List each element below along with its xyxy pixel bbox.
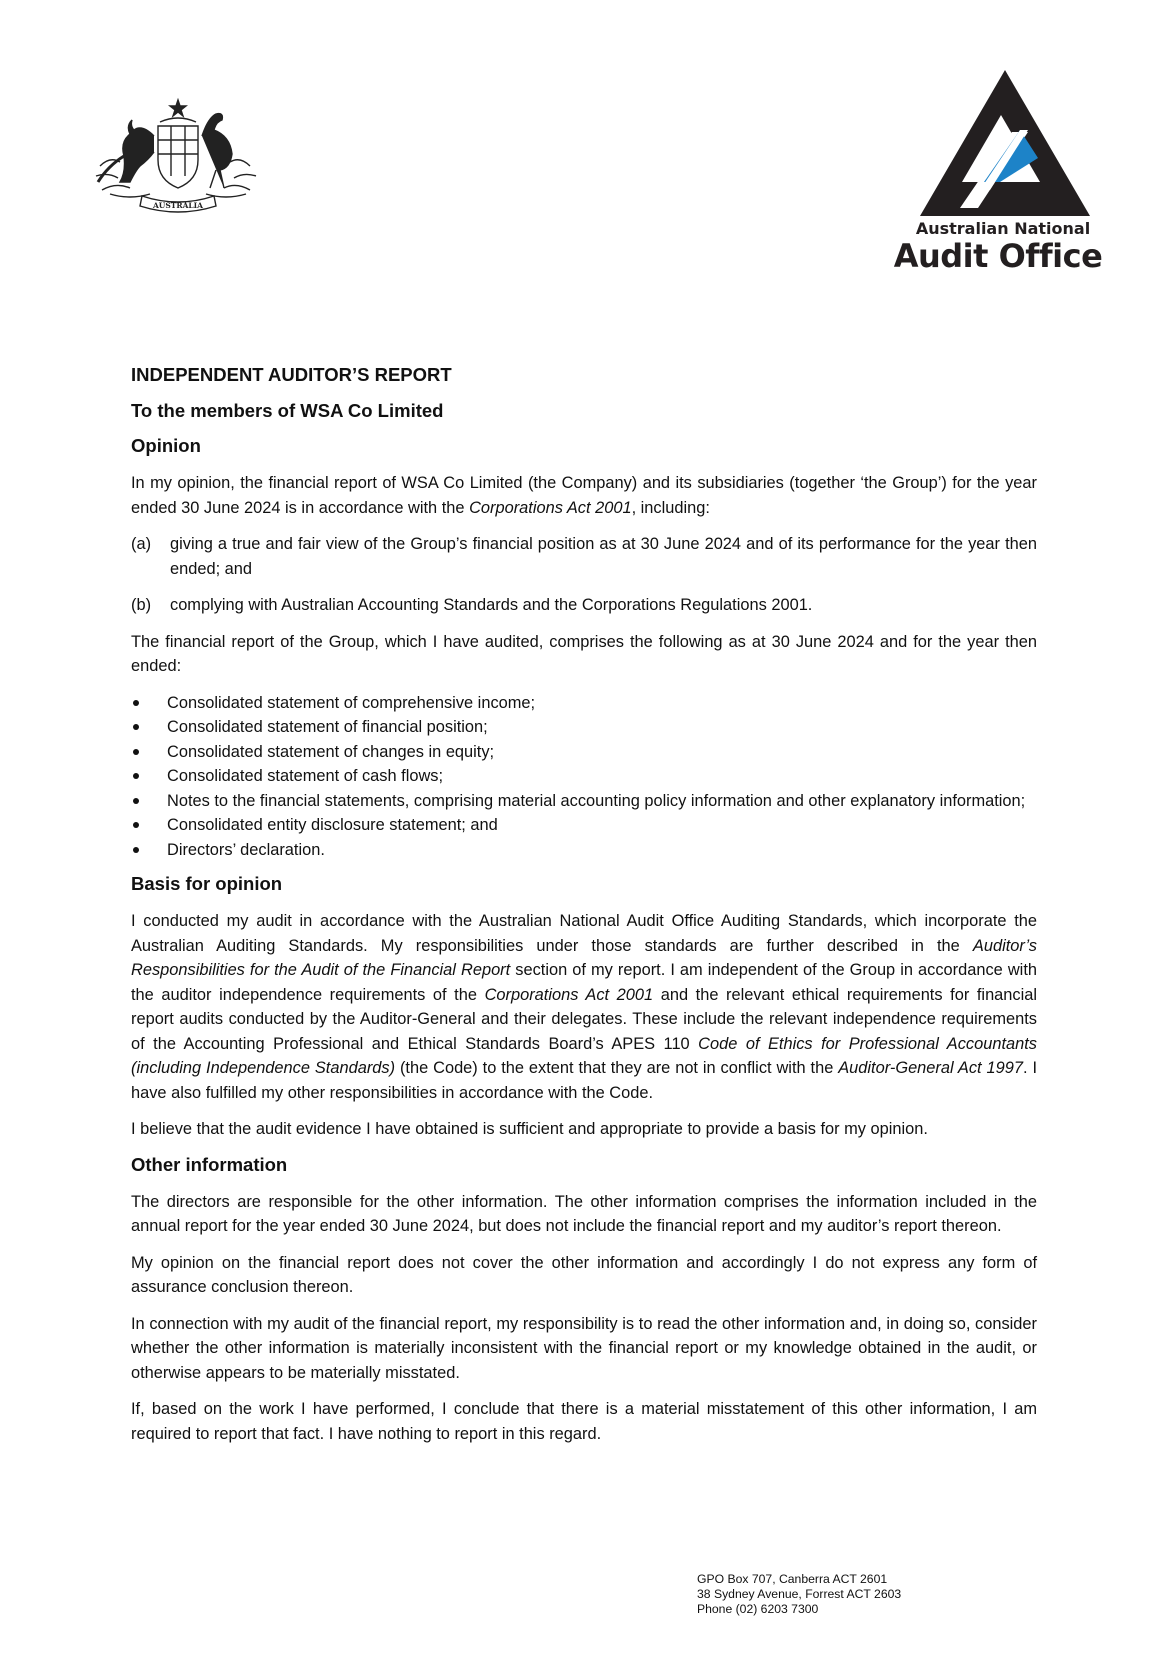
list-item: Directors’ declaration. (131, 838, 1037, 863)
other-info-paragraph-2: My opinion on the financial report does not cover the other information and accordingly I do not express any form of assurance conclusion thereon. (131, 1253, 1037, 1296)
address-line: GPO Box 707, Canberra ACT 2601 (697, 1572, 888, 1586)
other-info-paragraph-4: If, based on the work I have performed, I conclude that there is a material misstatement of this other information, I am required to report that fact. I have nothing to report in this regard. (131, 1400, 1037, 1443)
opinion-item-a: (a) giving a true and fair view of the Group’s financial position as at 30 June 2024 and of its performance for the year then ended; and (131, 535, 1037, 578)
list-item: Consolidated statement of comprehensive income; (131, 691, 1037, 716)
address-line: 38 Sydney Avenue, Forrest ACT 2603 (697, 1587, 902, 1601)
list-item: Consolidated statement of cash flows; (131, 764, 1037, 789)
basis-paragraph-1: I conducted my audit in accordance with the Australian National Audit Office Auditing Standards, which incorporate the Australian Auditing Standards. My responsibilities under those standards are further described in the Auditor’s Responsibilities for the Audit of the Financial Report section of my report. I am independent of the Group in accordance with the auditor independence requirements of the Corporations Act 2001 and the relevant ethical requirements for financial report audits conducted by the Auditor-General and their delegates. These include the relevant independence requirements of the Accounting Professional and Ethical Standards Board’s APES 110 Code of Ethics for Professional Accountants (including Independence Standards) (the Code) to the extent that they are not in conflict with the Auditor-General Act 1997. I have also fulfilled my other responsibilities in accordance with the Code. (131, 912, 1038, 1102)
footer-address (697, 1572, 901, 1617)
coat-of-arms-icon (90, 96, 266, 224)
address-line: Phone (02) 6203 7300 (697, 1602, 819, 1616)
basis-paragraph-2: I believe that the audit evidence I have obtained is sufficient and appropriate to provide a basis for my opinion. (131, 1120, 928, 1138)
opinion-item-b: (b) complying with Australian Accounting Standards and the Corporations Regulations 2001. (131, 596, 813, 614)
basis-heading: Basis for opinion (131, 873, 283, 894)
crest-scroll-text: AUSTRALIA (152, 201, 204, 210)
other-info-paragraph-3: In connection with my audit of the financial report, my responsibility is to read the other information and, in doing so, consider whether the other information is materially inconsistent with the financial report or my knowledge obtained in the audit, or otherwise appears to be materially misstated. (131, 1314, 1037, 1382)
list-item: Consolidated statement of changes in equity; (131, 740, 1037, 765)
logo-line-1: Australian National (915, 219, 1091, 238)
opinion-heading: Opinion (131, 435, 201, 456)
report-title: INDEPENDENT AUDITOR’S REPORT (131, 364, 452, 385)
comprises-paragraph: The financial report of the Group, which I have audited, comprises the following as at 30 June 2024 and for the year then ended: (131, 632, 1037, 675)
report-addressee: To the members of WSA Co Limited (131, 400, 444, 421)
other-info-paragraph-1: The directors are responsible for the other information. The other information comprises the information included in the annual report for the year ended 30 June 2024, but does not include the financial report and my auditor’s report thereon. (131, 1192, 1037, 1235)
anao-triangle-icon (920, 70, 1090, 216)
anao-logo (884, 70, 1106, 280)
statements-list (131, 691, 1037, 863)
list-item: Consolidated statement of financial position; (131, 715, 1037, 740)
list-item: Consolidated entity disclosure statement; and (131, 813, 1037, 838)
list-item: Notes to the financial statements, comprising material accounting policy information and other explanatory information; (131, 789, 1037, 814)
report-body (131, 364, 1037, 1458)
other-info-heading: Other information (131, 1153, 288, 1175)
opinion-intro: In my opinion, the financial report of WSA Co Limited (the Company) and its subsidiaries (together ‘the Group’) for the year ended 30 June 2024 is in accordance with the Corporations Act 2001, including: (131, 474, 1037, 517)
logo-line-2: Audit Office (893, 237, 1103, 275)
